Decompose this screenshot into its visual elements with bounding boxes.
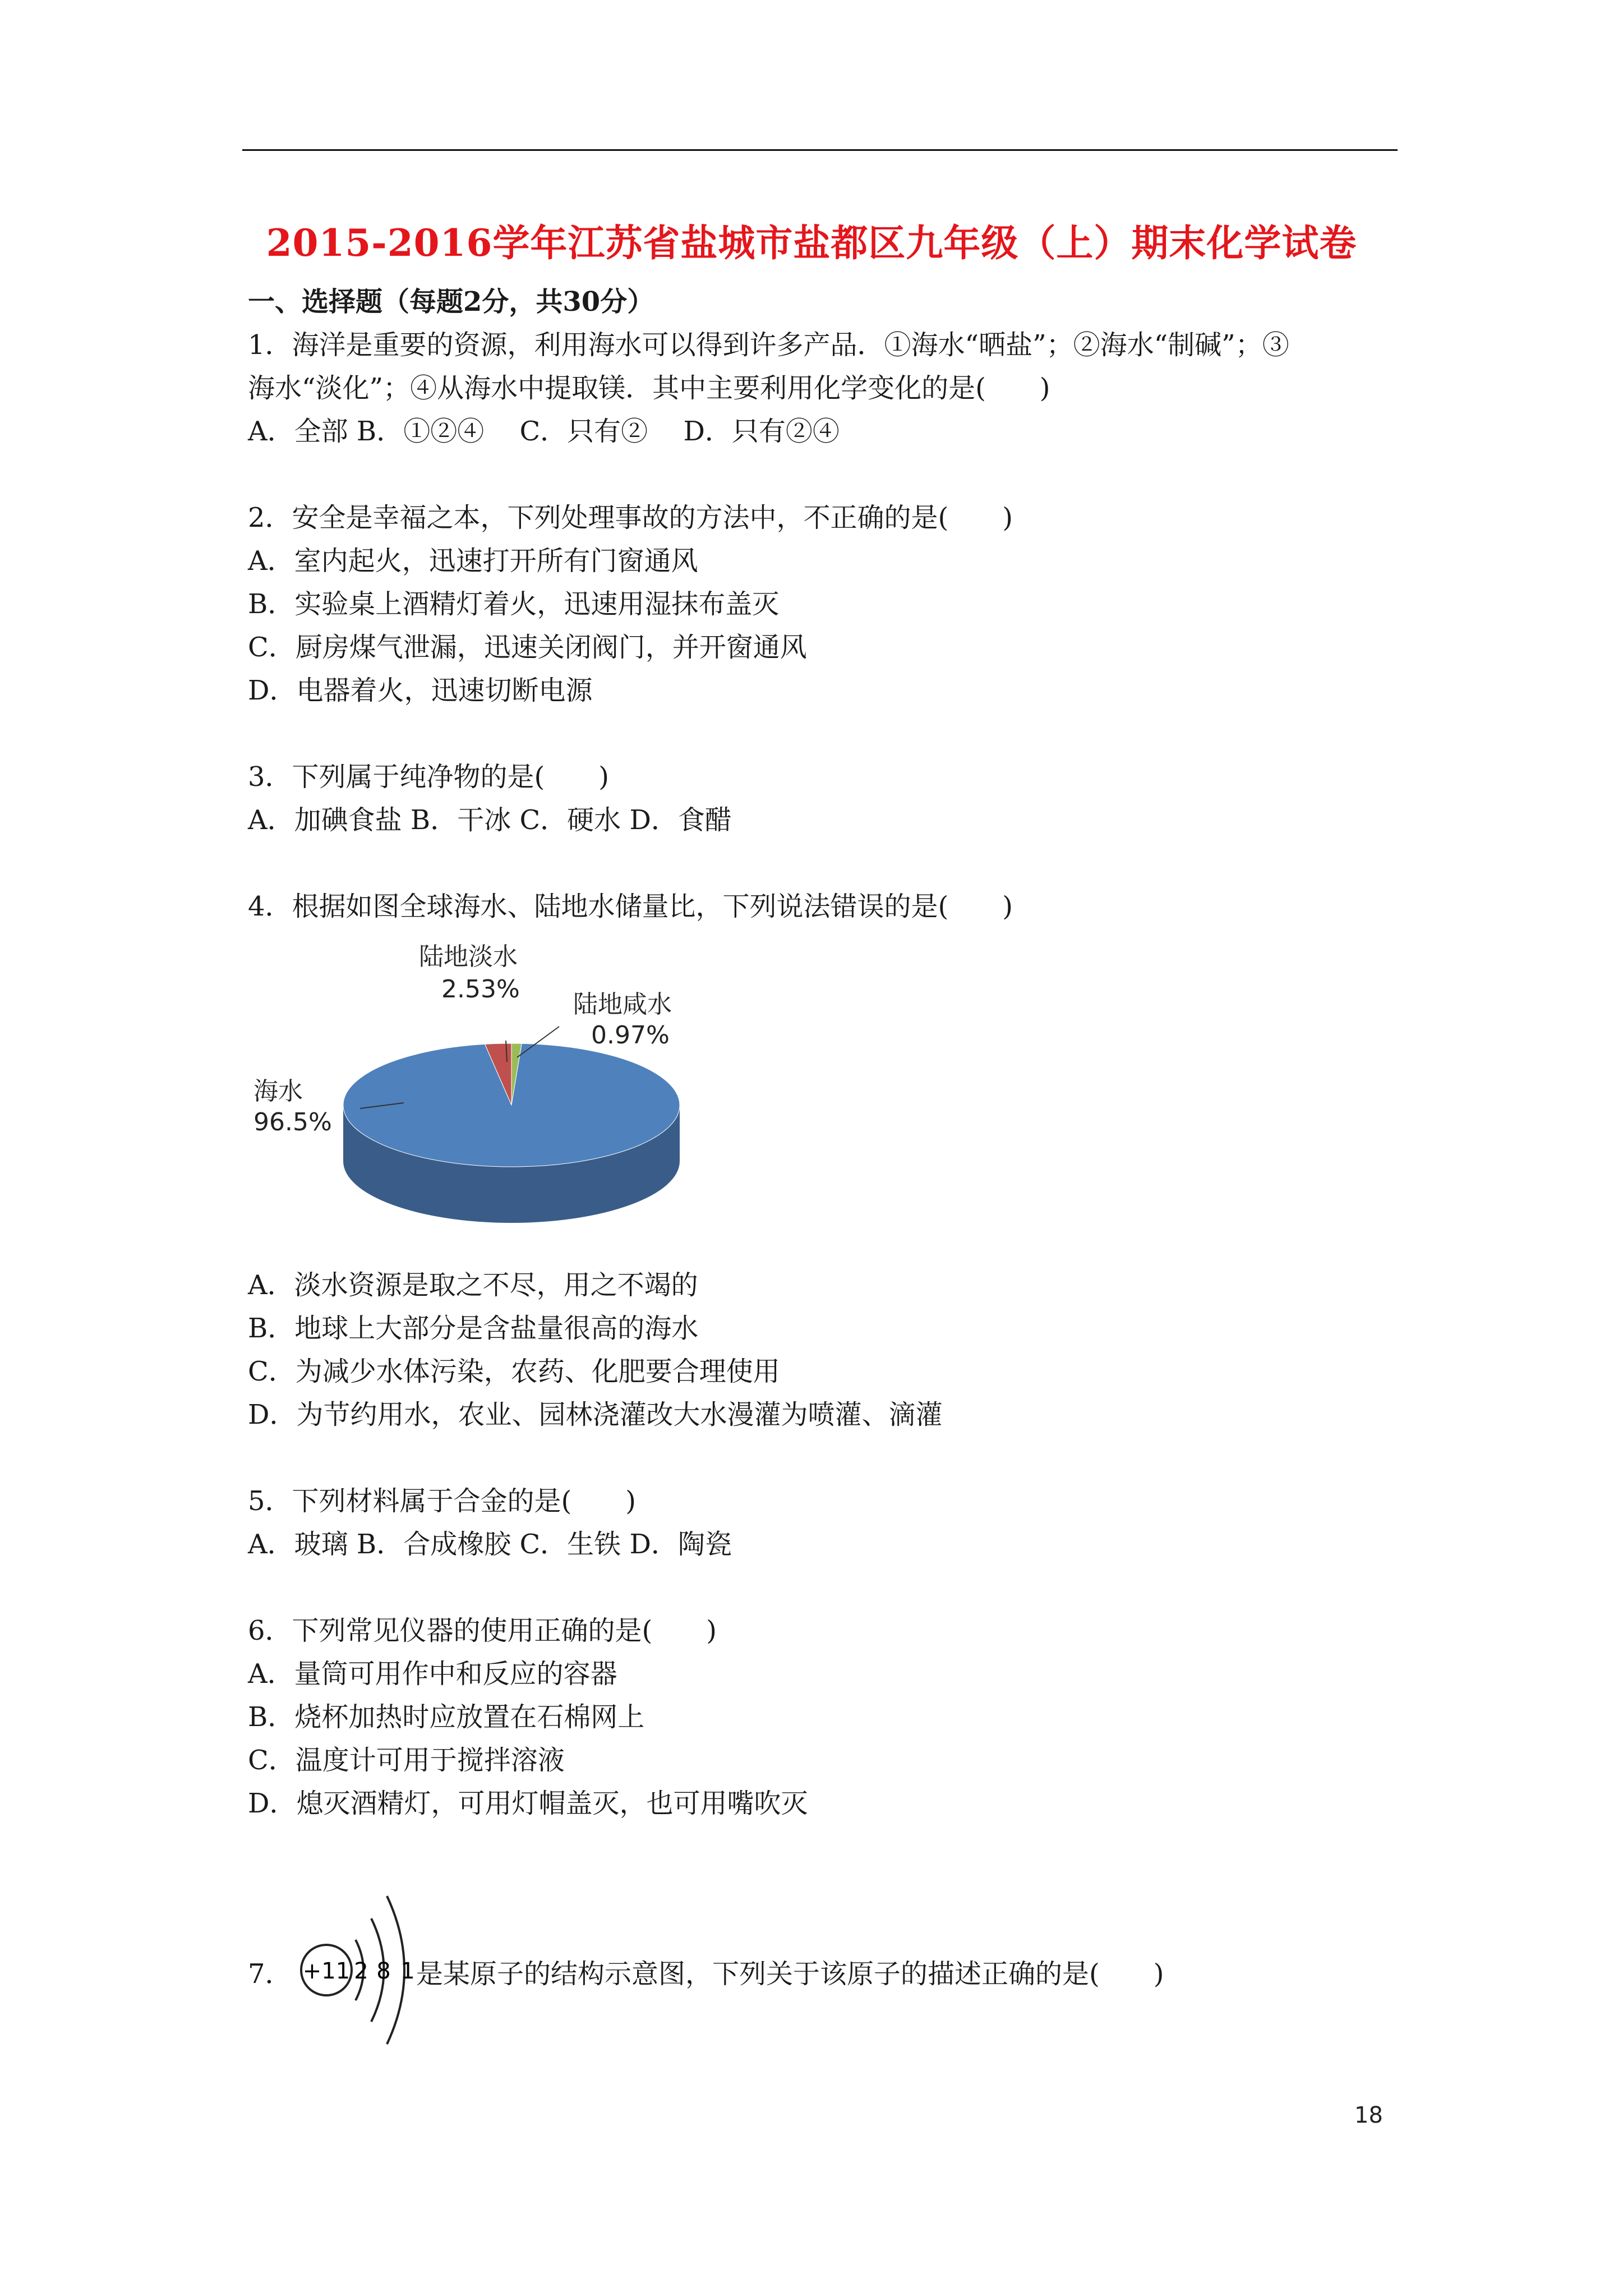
page-number: 18: [1354, 2102, 1383, 2128]
shell-electrons-2: 8: [376, 1958, 391, 1984]
q7-stem: 是某原子的结构示意图，下列关于该原子的描述正确的是( ): [416, 1958, 1164, 1990]
water-pie-chart: [248, 931, 708, 1268]
q1-options: A．全部 B．①②④ C．只有② D．只有②④: [248, 416, 840, 447]
q2-option-c: C．厨房煤气泄漏，迅速关闭阀门，并开窗通风: [248, 632, 807, 663]
q6-option-a: A．量筒可用作中和反应的容器: [248, 1658, 617, 1690]
q2-option-b: B．实验桌上酒精灯着火，迅速用湿抹布盖灭: [248, 588, 780, 620]
value-salt: 0.97%: [591, 1021, 670, 1050]
q7-number: 7．: [248, 1958, 292, 1990]
section-heading: 一、选择题（每题2分，共30分）: [248, 286, 654, 318]
label-seawater: 海水: [253, 1077, 303, 1106]
pie-top: [343, 1043, 680, 1167]
q4-option-b: B．地球上大部分是含盐量很高的海水: [248, 1313, 699, 1344]
q7-block: [248, 1874, 1482, 2064]
header-rule: [242, 149, 1398, 151]
shell-electrons-3: 1: [400, 1958, 415, 1984]
value-fresh: 2.53%: [441, 975, 520, 1004]
q1-line2: 海水“淡化”；④从海水中提取镁．其中主要利用化学变化的是( ): [248, 372, 1050, 404]
q6-option-b: B．烧杯加热时应放置在石棉网上: [248, 1701, 645, 1733]
q3-stem: 3．下列属于纯净物的是( ): [248, 761, 609, 793]
q4-option-a: A．淡水资源是取之不尽，用之不竭的: [248, 1269, 698, 1301]
q6-stem: 6．下列常见仪器的使用正确的是( ): [248, 1615, 717, 1646]
q2-option-a: A．室内起火，迅速打开所有门窗通风: [248, 545, 698, 577]
q6-option-d: D．熄灭酒精灯，可用灯帽盖灭，也可用嘴吹灭: [248, 1788, 808, 1819]
nucleus-charge: +11: [302, 1958, 351, 1984]
q3-options: A．加碘食盐 B．干冰 C．硬水 D．食醋: [248, 804, 732, 836]
q6-option-c: C．温度计可用于搅拌溶液: [248, 1745, 565, 1776]
shell-electrons-1: 2: [354, 1958, 368, 1984]
label-salt: 陆地咸水: [573, 990, 672, 1019]
value-seawater: 96.5%: [253, 1108, 332, 1137]
pie-svg: [248, 931, 708, 1268]
q5-options: A．玻璃 B．合成橡胶 C．生铁 D．陶瓷: [248, 1529, 732, 1560]
exam-title: 2015-2016学年江苏省盐城市盐都区九年级（上）期末化学试卷: [266, 221, 1357, 265]
q2-stem: 2．安全是幸福之本，下列处理事故的方法中，不正确的是( ): [248, 502, 1013, 533]
q4-option-d: D．为节约用水，农业、园林浇灌改大水漫灌为喷灌、滴灌: [248, 1399, 943, 1430]
q4-stem: 4．根据如图全球海水、陆地水储量比，下列说法错误的是( ): [248, 891, 1013, 922]
q1-line1: 1．海洋是重要的资源，利用海水可以得到许多产品．①海水“晒盐”；②海水“制碱”；③: [248, 329, 1289, 361]
q2-option-d: D．电器着火，迅速切断电源: [248, 675, 593, 706]
atom-structure-diagram: [293, 1874, 427, 2064]
label-fresh: 陆地淡水: [419, 942, 518, 971]
q5-stem: 5．下列材料属于合金的是( ): [248, 1485, 636, 1517]
q4-option-c: C．为减少水体污染，农药、化肥要合理使用: [248, 1356, 780, 1387]
